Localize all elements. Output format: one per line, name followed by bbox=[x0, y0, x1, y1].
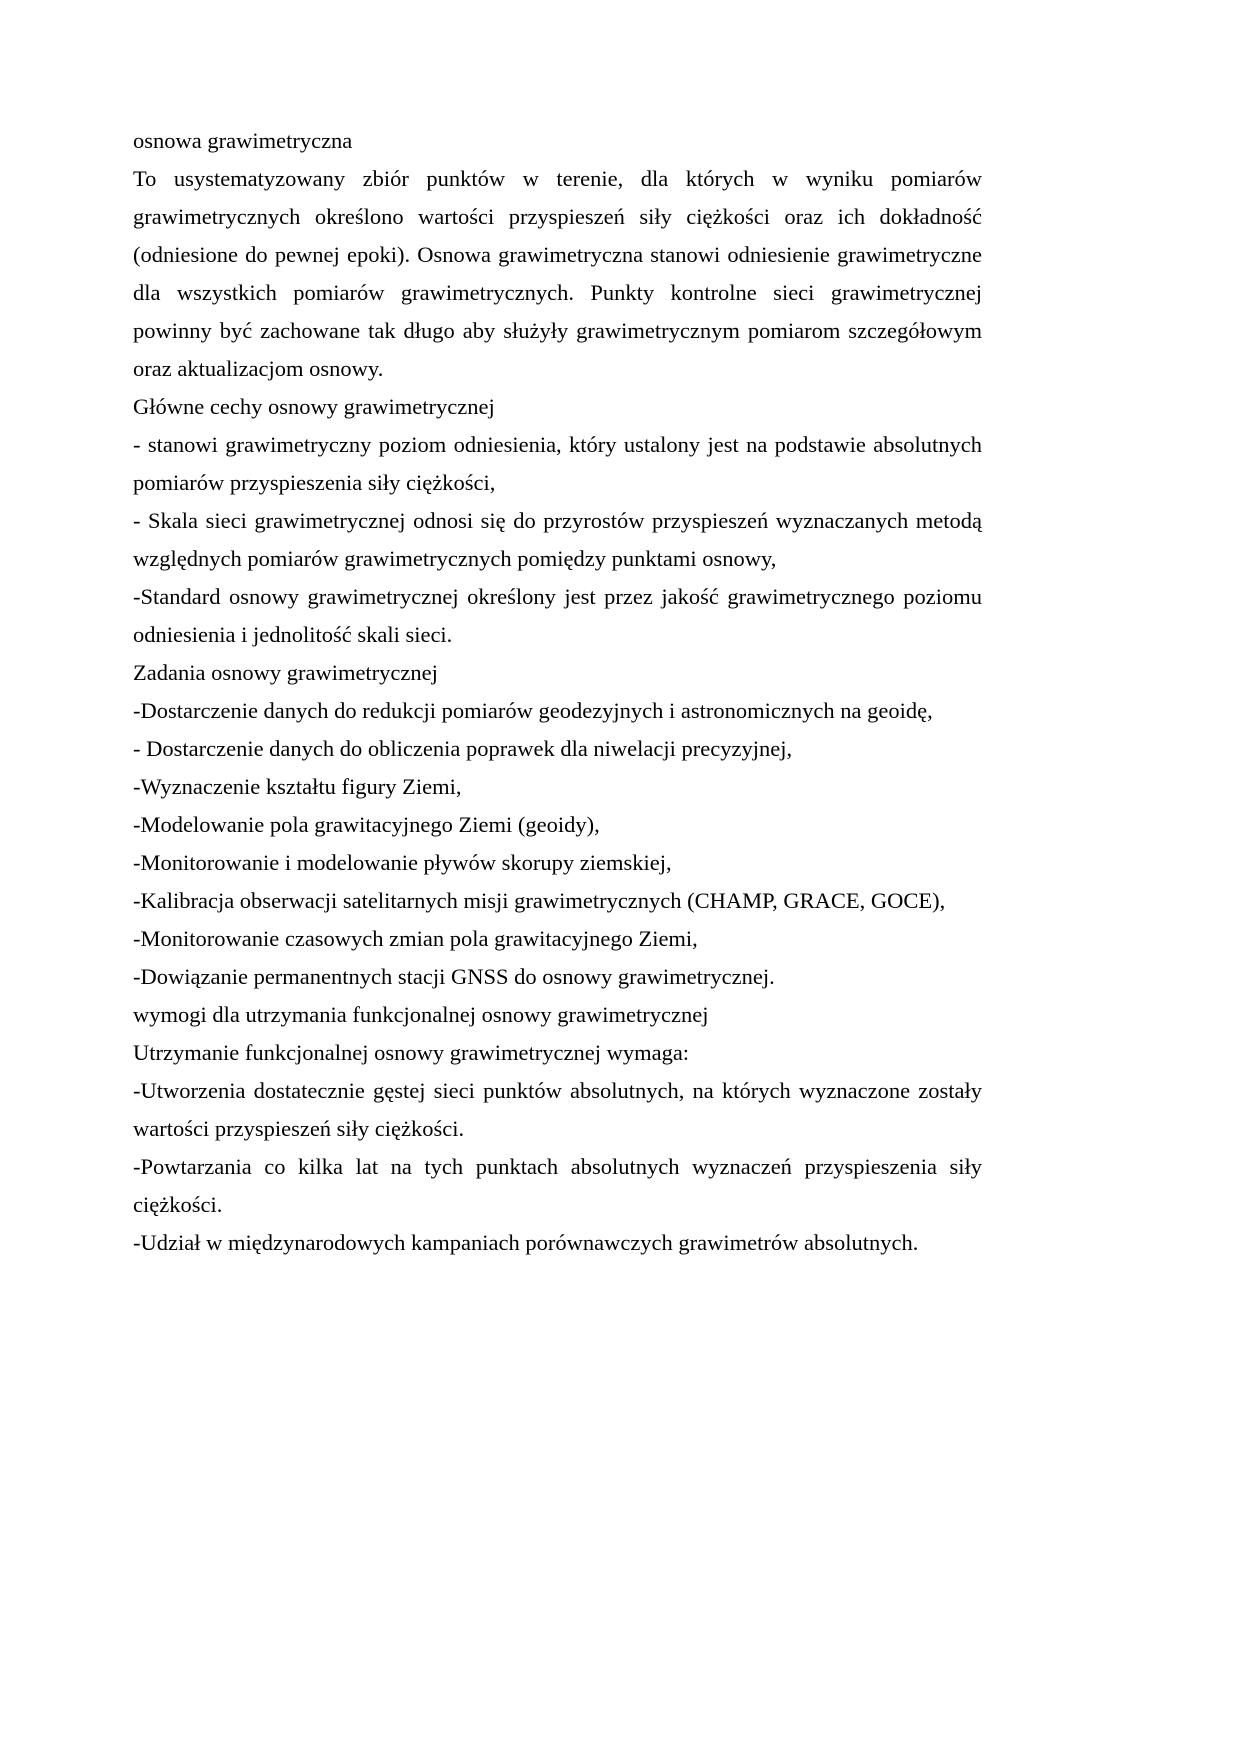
task-item: -Wyznaczenie kształtu figury Ziemi, bbox=[133, 774, 462, 799]
paragraph-intro: To usystematyzowany zbiór punktów w terenie, dla których w wyniku pomiarów grawimetrycznych określono wartości przyspieszeń siły ciężkości oraz ich dokładność (odniesione do pewnej epoki). Osnowa grawimetryczna stanowi odniesienie grawimetryczne dla wszystkich pomiarów grawimetrycznych. Punkty kontrolne sieci grawimetrycznej powinny być zachowane tak długo aby służyły grawimetrycznym pomiarom szczegółowym oraz aktualizacjom osnowy. bbox=[133, 166, 982, 381]
task-item: - Dostarczenie danych do obliczenia poprawek dla niwelacji precyzyjnej, bbox=[133, 736, 793, 761]
requirement-item: -Powtarzania co kilka lat na tych punktach absolutnych wyznaczeń przyspieszenia siły ciężkości. bbox=[133, 1154, 982, 1217]
section-heading-requirements: wymogi dla utrzymania funkcjonalnej osnowy grawimetrycznej bbox=[133, 1002, 709, 1027]
task-item: -Dowiązanie permanentnych stacji GNSS do osnowy grawimetrycznej. bbox=[133, 964, 775, 989]
feature-item: -Standard osnowy grawimetrycznej określony jest przez jakość grawimetrycznego poziomu odniesienia i jednolitość skali sieci. bbox=[133, 584, 982, 647]
task-item: -Dostarczenie danych do redukcji pomiarów geodezyjnych i astronomicznych na geoidę, bbox=[133, 698, 933, 723]
document-title: osnowa grawimetryczna bbox=[133, 128, 353, 153]
feature-item: - Skala sieci grawimetrycznej odnosi się do przyrostów przyspieszeń wyznaczanych metodą względnych pomiarów grawimetrycznych pomiędzy punktami osnowy, bbox=[133, 508, 982, 571]
task-item: -Modelowanie pola grawitacyjnego Ziemi (geoidy), bbox=[133, 812, 600, 837]
subheading-tasks: Zadania osnowy grawimetrycznej bbox=[133, 660, 438, 685]
task-item: -Monitorowanie czasowych zmian pola grawitacyjnego Ziemi, bbox=[133, 926, 698, 951]
requirement-item: -Utworzenia dostatecznie gęstej sieci punktów absolutnych, na których wyznaczone zostały wartości przyspieszeń siły ciężkości. bbox=[133, 1078, 982, 1141]
requirement-item: -Udział w międzynarodowych kampaniach porównawczych grawimetrów absolutnych. bbox=[133, 1230, 919, 1255]
task-item: -Kalibracja obserwacji satelitarnych misji grawimetrycznych (CHAMP, GRACE, GOCE), bbox=[133, 888, 946, 913]
requirements-intro: Utrzymanie funkcjonalnej osnowy grawimetrycznej wymaga: bbox=[133, 1040, 690, 1065]
task-item: -Monitorowanie i modelowanie pływów skorupy ziemskiej, bbox=[133, 850, 672, 875]
subheading-main-features: Główne cechy osnowy grawimetrycznej bbox=[133, 394, 495, 419]
document-text-block bbox=[133, 122, 982, 1262]
feature-item: - stanowi grawimetryczny poziom odniesienia, który ustalony jest na podstawie absolutnych pomiarów przyspieszenia siły ciężkości, bbox=[133, 432, 982, 495]
